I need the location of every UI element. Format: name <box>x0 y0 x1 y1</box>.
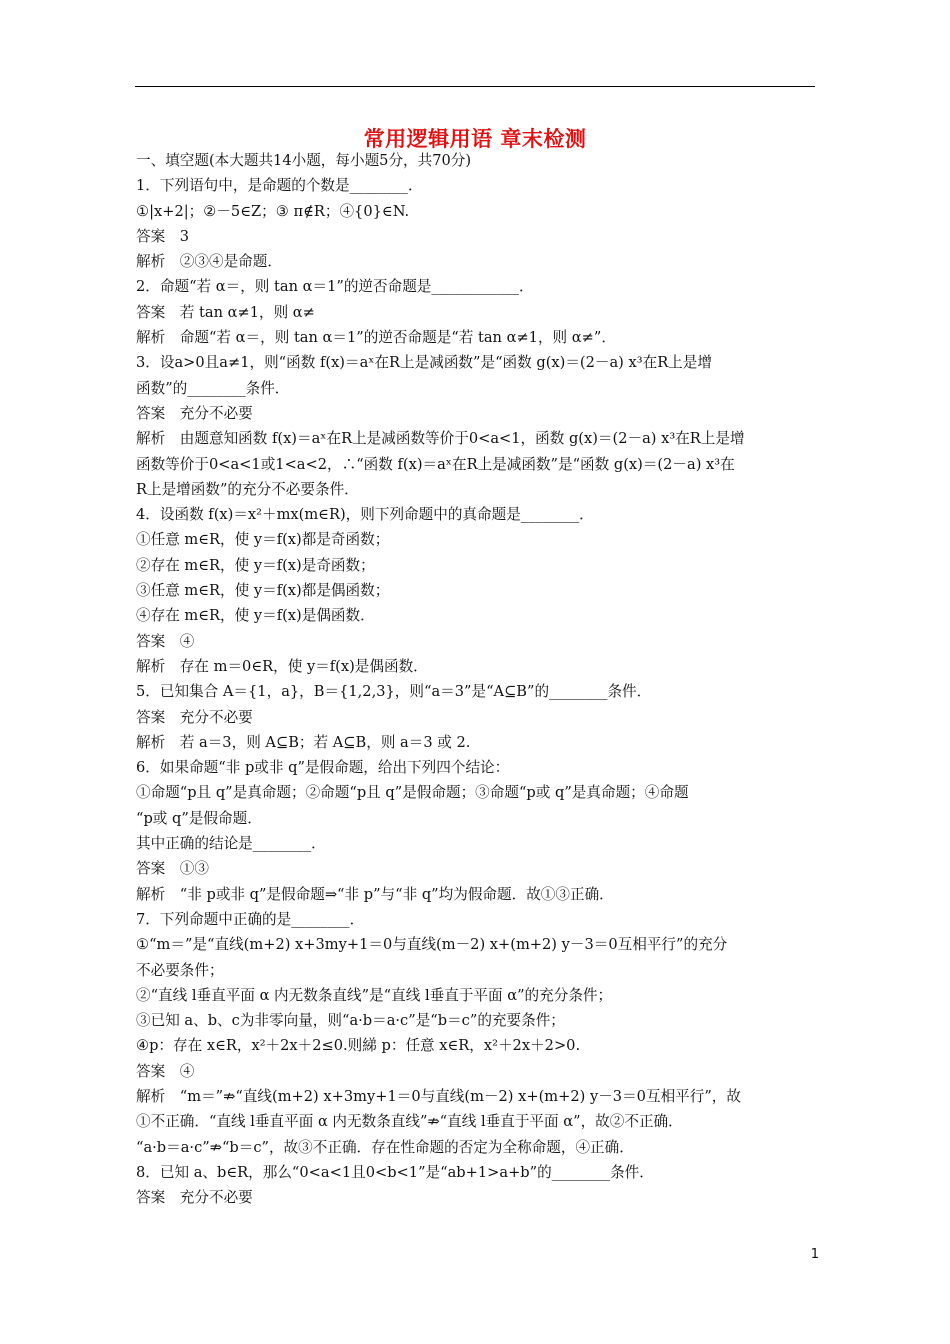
text-line: 2．命题“若 α＝，则 tan α＝1”的逆否命题是____________． <box>136 278 534 296</box>
text-line: 答案 充分不必要 <box>136 708 253 726</box>
text-line: “a·b＝a·c”⇏“b＝c”，故③不正确．存在性命题的否定为全称命题，④正确． <box>136 1138 634 1156</box>
text-line: 解析 “非 p或非 q”是假命题⇒“非 p”与“非 q”均为假命题．故①③正确． <box>136 885 614 903</box>
text-line: ③任意 m∈R，使 y＝f(x)都是偶函数； <box>136 582 390 600</box>
text-line: 6．如果命题“非 p或非 q”是假命题，给出下列四个结论： <box>136 759 510 777</box>
document-title: 常用逻辑用语 章末检测 <box>363 127 587 151</box>
header-rule <box>135 86 815 87</box>
document-body <box>136 148 816 1210</box>
text-line: R上是增函数”的充分不必要条件． <box>136 480 359 498</box>
text-line: 函数”的________条件． <box>136 379 290 397</box>
text-line: ①“m＝”是“直线(m+2) x+3my+1＝0与直线(m－2) x+(m+2) y－3＝0互相平行”的充分 <box>136 936 728 954</box>
text-line: 解析 存在 m＝0∈R，使 y＝f(x)是偶函数． <box>136 657 428 675</box>
text-line: 8．已知 a、b∈R，那么“0<a<1且0<b<1”是“ab+1>a+b”的________条件． <box>136 1163 654 1181</box>
text-line: 答案 充分不必要 <box>136 404 253 422</box>
text-line: 其中正确的结论是________． <box>136 835 326 853</box>
text-line: ②存在 m∈R，使 y＝f(x)是奇函数； <box>136 556 375 574</box>
text-line: ①命题“p且 q”是真命题；②命题“p且 q”是假命题；③命题“p或 q”是真命题；④命题 <box>136 784 689 802</box>
text-line: 解析 由题意知函数 f(x)＝aˣ在R上是减函数等价于0<a<1，函数 g(x)＝(2－a) x³在R上是增 <box>136 430 745 448</box>
text-line: 不必要条件； <box>136 961 224 979</box>
text-line: 7．下列命题中正确的是________． <box>136 910 365 928</box>
text-line: ③已知 a、b、c为非零向量，则“a·b＝a·c”是“b＝c”的充要条件； <box>136 1012 565 1030</box>
page-number: 1 <box>810 1247 819 1262</box>
text-line: 答案 ④ <box>136 1062 195 1080</box>
text-line: 4．设函数 f(x)＝x²＋mx(m∈R)，则下列命题中的真命题是________． <box>136 506 594 524</box>
text-line: 3．设a>0且a≠1，则“函数 f(x)＝aˣ在R上是减函数”是“函数 g(x)＝(2－a) x³在R上是增 <box>136 354 712 372</box>
text-line: 答案 若 tan α≠1，则 α≠ <box>136 303 315 321</box>
text-line: 答案 3 <box>136 227 190 245</box>
text-line: 解析 命题“若 α＝，则 tan α＝1”的逆否命题是“若 tan α≠1，则 α≠”． <box>136 329 616 347</box>
text-line: 函数等价于0<a<1或1<a<2，∴“函数 f(x)＝aˣ在R上是减函数”是“函数 g(x)＝(2－a) x³在 <box>136 455 735 473</box>
text-line: 5．已知集合 A＝{1，a}，B＝{1,2,3}，则“a＝3”是“A⊆B”的________条件． <box>136 683 652 701</box>
text-line: 答案 ①③ <box>136 860 209 878</box>
text-line: 一、填空题(本大题共14小题，每小题5分，共70分) <box>136 152 472 169</box>
text-line: 答案 ④ <box>136 632 195 650</box>
text-line: ④p：存在 x∈R，x²＋2x＋2≤0.则綈 p：任意 x∈R，x²＋2x＋2>0. <box>136 1037 581 1055</box>
text-line: ①|x+2|；②－5∈Z；③ π∉R；④{0}∈N. <box>136 202 410 220</box>
text-line: 解析 若 a＝3，则 A⊆B；若 A⊆B，则 a＝3 或 2. <box>136 733 471 751</box>
text-line: ④存在 m∈R，使 y＝f(x)是偶函数． <box>136 607 375 625</box>
text-line: 1．下列语句中，是命题的个数是________． <box>136 177 423 195</box>
text-line: ②“直线 l垂直平面 α 内无数条直线”是“直线 l垂直于平面 α”的充分条件； <box>136 986 613 1004</box>
text-line: 解析 ②③④是命题． <box>136 253 282 271</box>
text-line: ①任意 m∈R，使 y＝f(x)都是奇函数； <box>136 531 390 549</box>
text-line: ①不正确．“直线 l垂直平面 α 内无数条直线”⇏“直线 l垂直于平面 α”，故②不正确． <box>136 1113 683 1131</box>
text-line: 答案 充分不必要 <box>136 1189 253 1207</box>
text-line: 解析 “m＝”⇏“直线(m+2) x+3my+1＝0与直线(m－2) x+(m+2) y－3＝0互相平行”，故 <box>136 1087 741 1105</box>
text-line: “p或 q”是假命题． <box>136 809 262 827</box>
